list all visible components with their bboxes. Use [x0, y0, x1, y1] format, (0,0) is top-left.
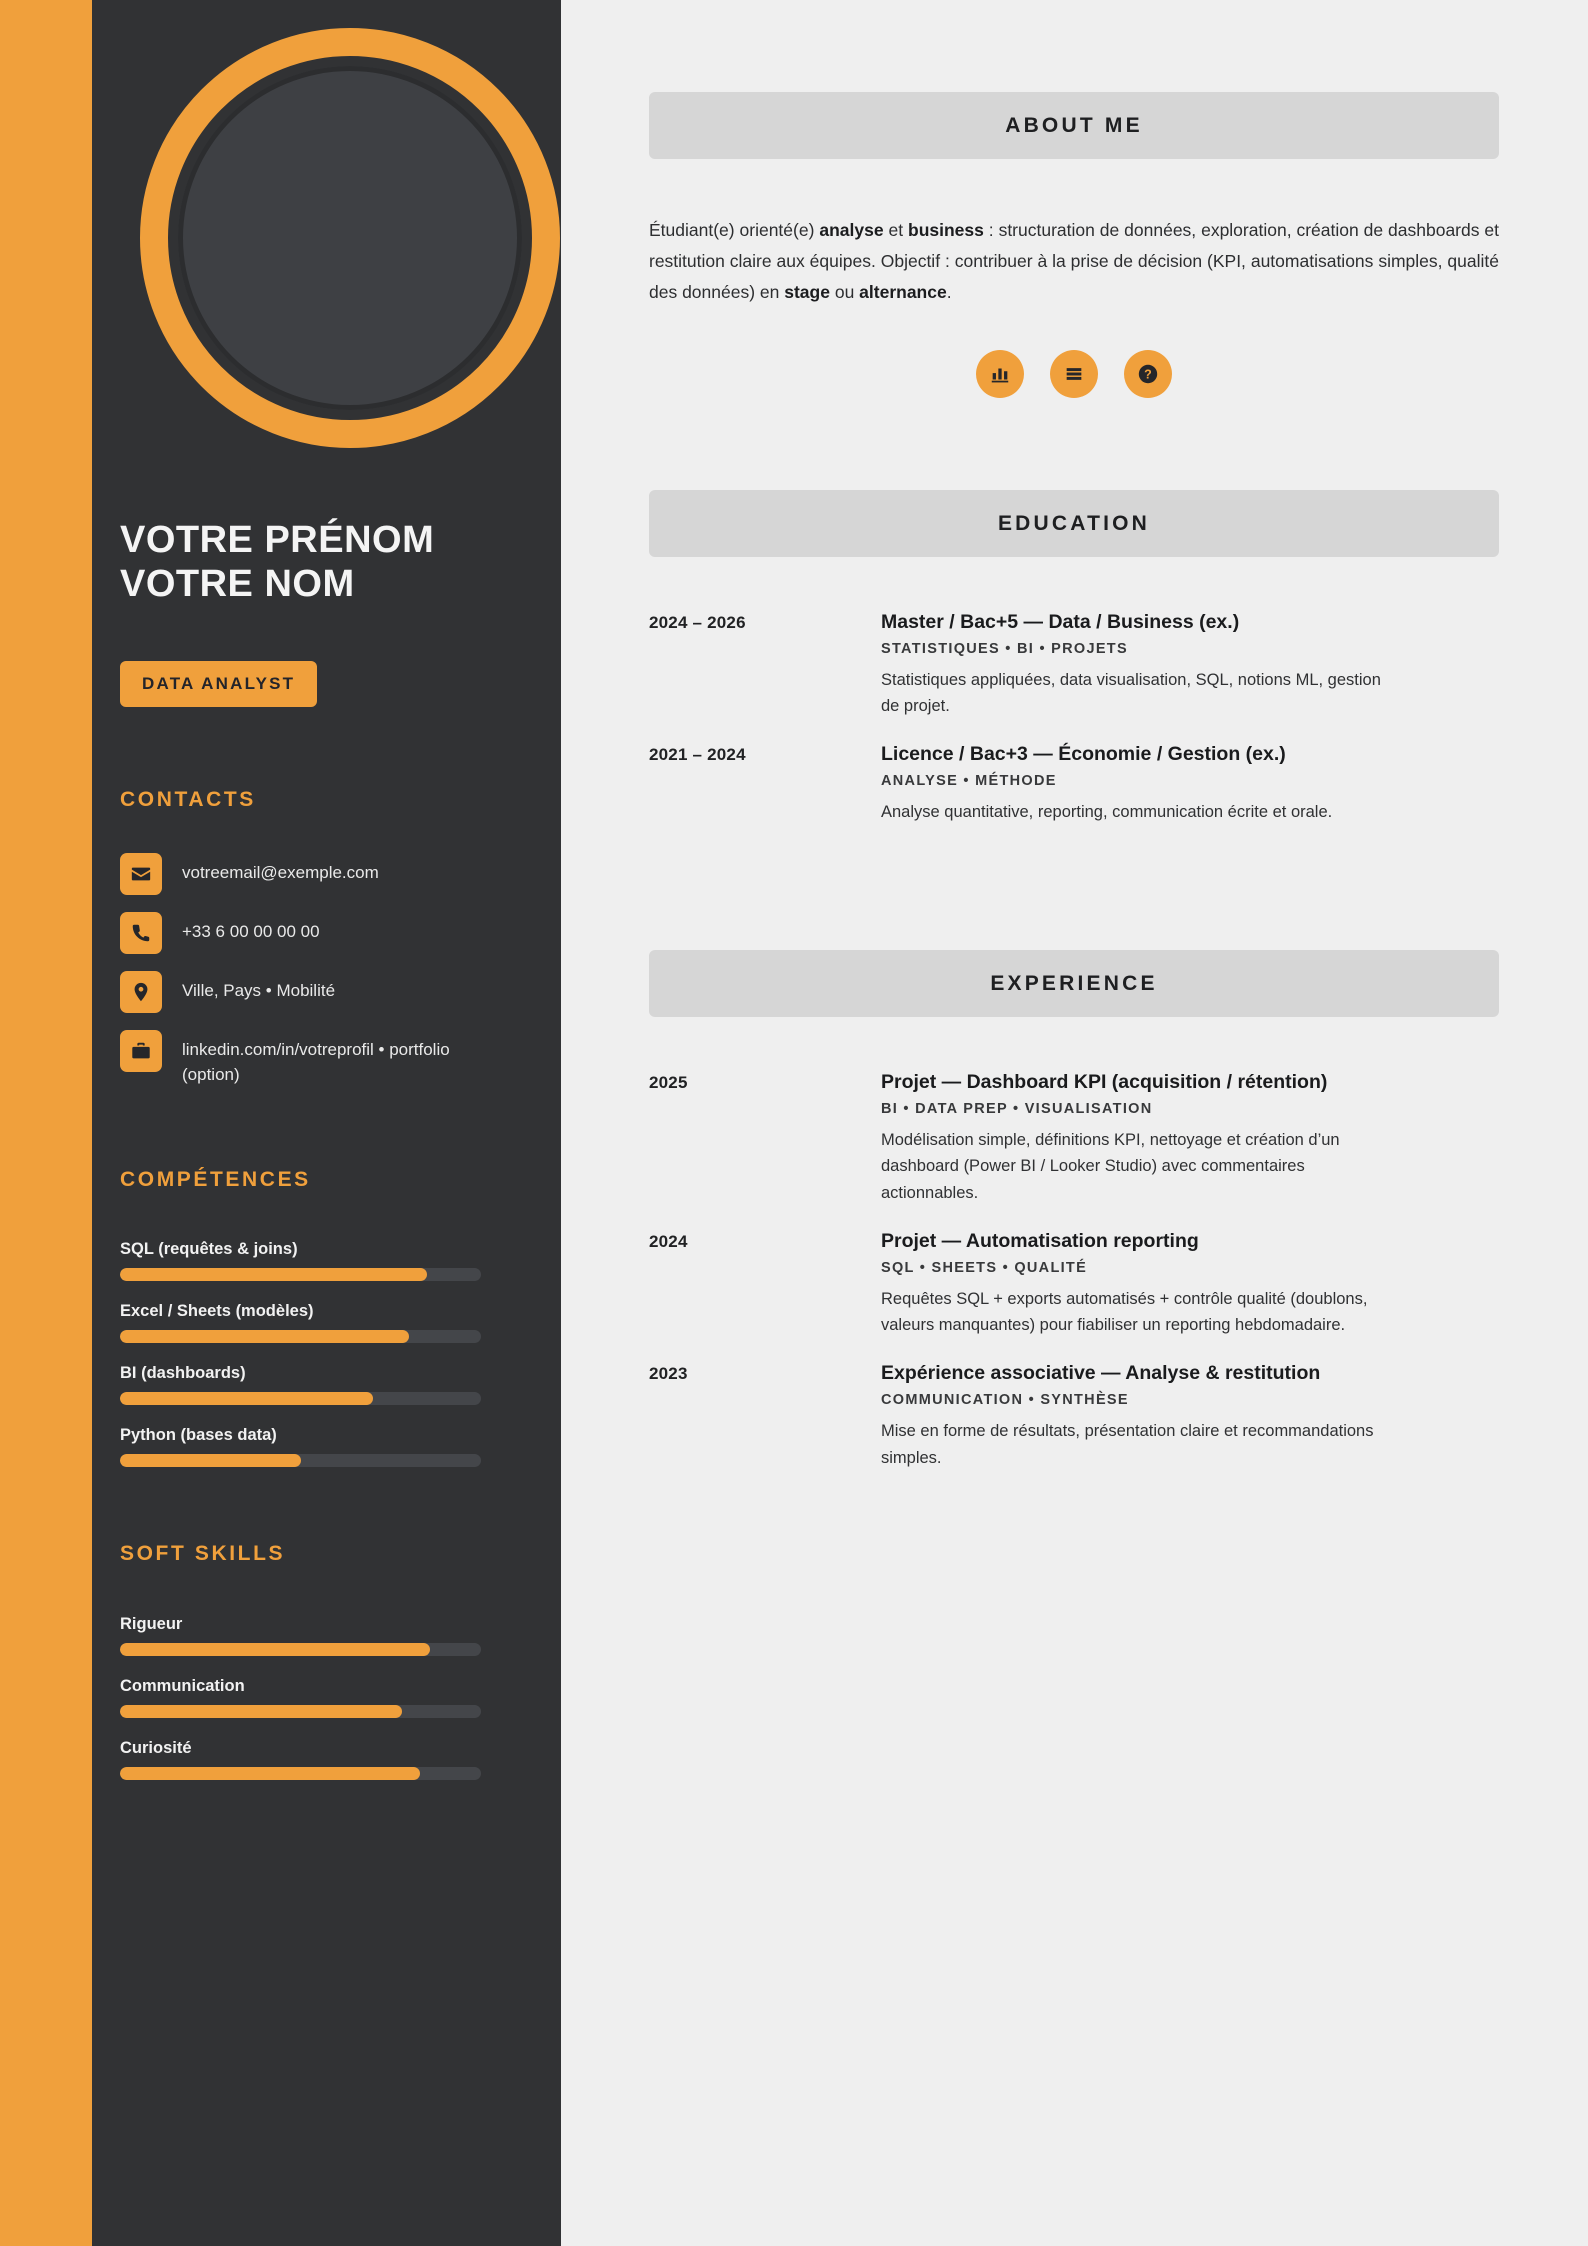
education-entry [649, 742, 1499, 825]
soft-skill-label: Communication [120, 1677, 245, 1695]
left-accent-stripe [0, 0, 92, 2246]
experience-entry [649, 1070, 1499, 1207]
entry-title: Expérience associative — Analyse & restitution [881, 1362, 1321, 1385]
question-mark-icon[interactable] [1124, 350, 1172, 398]
entry-tags: COMMUNICATION • SYNTHÈSE [881, 1391, 1129, 1408]
briefcase-icon [120, 1030, 162, 1072]
education-entries [649, 610, 1499, 848]
entry-title: Licence / Bac+3 — Économie / Gestion (ex.) [881, 743, 1286, 766]
entry-description: Requêtes SQL + exports automatisés + contrôle qualité (doublons, valeurs manquantes) pour fiabiliser un reporting hebdomadaire. [881, 1289, 1368, 1335]
contact-email-text: votreemail@exemple.com [182, 863, 379, 882]
contact-item-email[interactable] [120, 853, 540, 895]
entry-title: Master / Bac+5 — Data / Business (ex.) [881, 611, 1240, 633]
about-icon-row [649, 350, 1499, 398]
soft-skill-bar-track [120, 1643, 481, 1656]
contact-item-phone[interactable] [120, 912, 540, 954]
entry-tags: ANALYSE • MÉTHODE [881, 772, 1057, 789]
entry-description: Modélisation simple, définitions KPI, nettoyage et création d’un dashboard (Power BI / Looker Studio) avec commentaires actionnables. [881, 1130, 1340, 1203]
experience-entry [649, 1361, 1499, 1471]
entry-title: Projet — Dashboard KPI (acquisition / rétention) [881, 1071, 1328, 1093]
entry-date: 2024 [649, 1231, 688, 1251]
about-section-header: ABOUT ME [649, 92, 1499, 159]
entry-title: Projet — Automatisation reporting [881, 1229, 1199, 1252]
skill-item [120, 1302, 535, 1343]
contact-location-text: Ville, Pays • Mobilité [182, 981, 336, 1000]
contact-item-location[interactable] [120, 971, 540, 1013]
entry-body [881, 1361, 1381, 1471]
skill-bar-fill [120, 1268, 427, 1281]
entry-body [881, 742, 1381, 825]
skill-bar-fill [120, 1392, 373, 1405]
soft-skill-label: Rigueur [120, 1615, 183, 1633]
soft-skill-item [120, 1739, 535, 1780]
skill-label: Excel / Sheets (modèles) [120, 1302, 314, 1320]
skill-bar-track [120, 1268, 481, 1281]
skill-bar-fill [120, 1454, 301, 1467]
role-badge: DATA ANALYST [120, 661, 317, 707]
skill-label: BI (dashboards) [120, 1364, 246, 1382]
soft-skill-item [120, 1615, 535, 1656]
avatar [140, 28, 560, 448]
soft-skill-bar-fill [120, 1767, 420, 1780]
bar-chart-icon[interactable] [976, 350, 1024, 398]
experience-section-header: EXPERIENCE [649, 950, 1499, 1017]
last-name: VOTRE NOM [120, 563, 355, 606]
first-name: VOTRE PRÉNOM [120, 519, 435, 561]
soft-skill-bar-track [120, 1767, 481, 1780]
svg-text:?: ? [1144, 367, 1152, 382]
soft-skill-bar-track [120, 1705, 481, 1718]
entry-description: Statistiques appliquées, data visualisation, SQL, notions ML, gestion de projet. [881, 670, 1381, 716]
soft-skill-item [120, 1677, 535, 1718]
soft-skills-section-title: SOFT SKILLS [120, 1542, 286, 1565]
skill-label: SQL (requêtes & joins) [120, 1240, 298, 1258]
entry-description: Mise en forme de résultats, présentation claire et recommandations simples. [881, 1421, 1374, 1467]
avatar-ring [140, 28, 560, 448]
entry-date: 2023 [649, 1364, 688, 1384]
contacts-section-title: CONTACTS [120, 788, 256, 811]
experience-entries [649, 1070, 1499, 1493]
contacts-list [120, 853, 540, 1104]
location-icon [120, 971, 162, 1013]
main-content [561, 0, 1588, 2246]
entry-tags: SQL • SHEETS • QUALITÉ [881, 1259, 1088, 1276]
soft-skill-bar-fill [120, 1643, 430, 1656]
contact-links-text: linkedin.com/in/votreprofil • portfolio (option) [182, 1040, 450, 1084]
skill-label: Python (bases data) [120, 1426, 277, 1444]
skill-bar-track [120, 1454, 481, 1467]
entry-tags: BI • DATA PREP • VISUALISATION [881, 1100, 1153, 1117]
soft-skill-bar-fill [120, 1705, 402, 1718]
entry-body [881, 1229, 1381, 1339]
skill-bar-track [120, 1330, 481, 1343]
soft-skills-bar-list [120, 1615, 535, 1801]
entry-date: 2025 [649, 1073, 688, 1092]
sidebar [92, 0, 561, 2246]
education-section-header: EDUCATION [649, 490, 1499, 557]
skills-bar-list [120, 1240, 535, 1488]
contact-phone-text: +33 6 00 00 00 00 [182, 922, 320, 941]
skill-bar-track [120, 1392, 481, 1405]
about-paragraph: Étudiant(e) orienté(e) analyse et business : structuration de données, exploration, création de dashboards et restitution claire aux équipes. Objectif : contribuer à la prise de décision (KPI, automatisations simples, qualité des données) en stage ou alternance. [649, 220, 1499, 303]
entry-date: 2021 – 2024 [649, 745, 746, 765]
contact-item-links[interactable] [120, 1030, 540, 1087]
mail-icon [120, 853, 162, 895]
entry-body [881, 610, 1381, 720]
education-entry [649, 610, 1499, 720]
list-menu-icon[interactable] [1050, 350, 1098, 398]
entry-tags: STATISTIQUES • BI • PROJETS [881, 640, 1128, 657]
soft-skill-label: Curiosité [120, 1739, 192, 1757]
skill-item [120, 1426, 535, 1467]
phone-icon [120, 912, 162, 954]
entry-date: 2024 – 2026 [649, 613, 746, 632]
entry-description: Analyse quantitative, reporting, communication écrite et orale. [881, 802, 1333, 821]
experience-entry [649, 1229, 1499, 1339]
skills-section-title: COMPÉTENCES [120, 1168, 311, 1191]
skill-bar-fill [120, 1330, 409, 1343]
skill-item [120, 1240, 535, 1281]
entry-body [881, 1070, 1381, 1207]
skill-item [120, 1364, 535, 1405]
profile-name [120, 518, 540, 606]
